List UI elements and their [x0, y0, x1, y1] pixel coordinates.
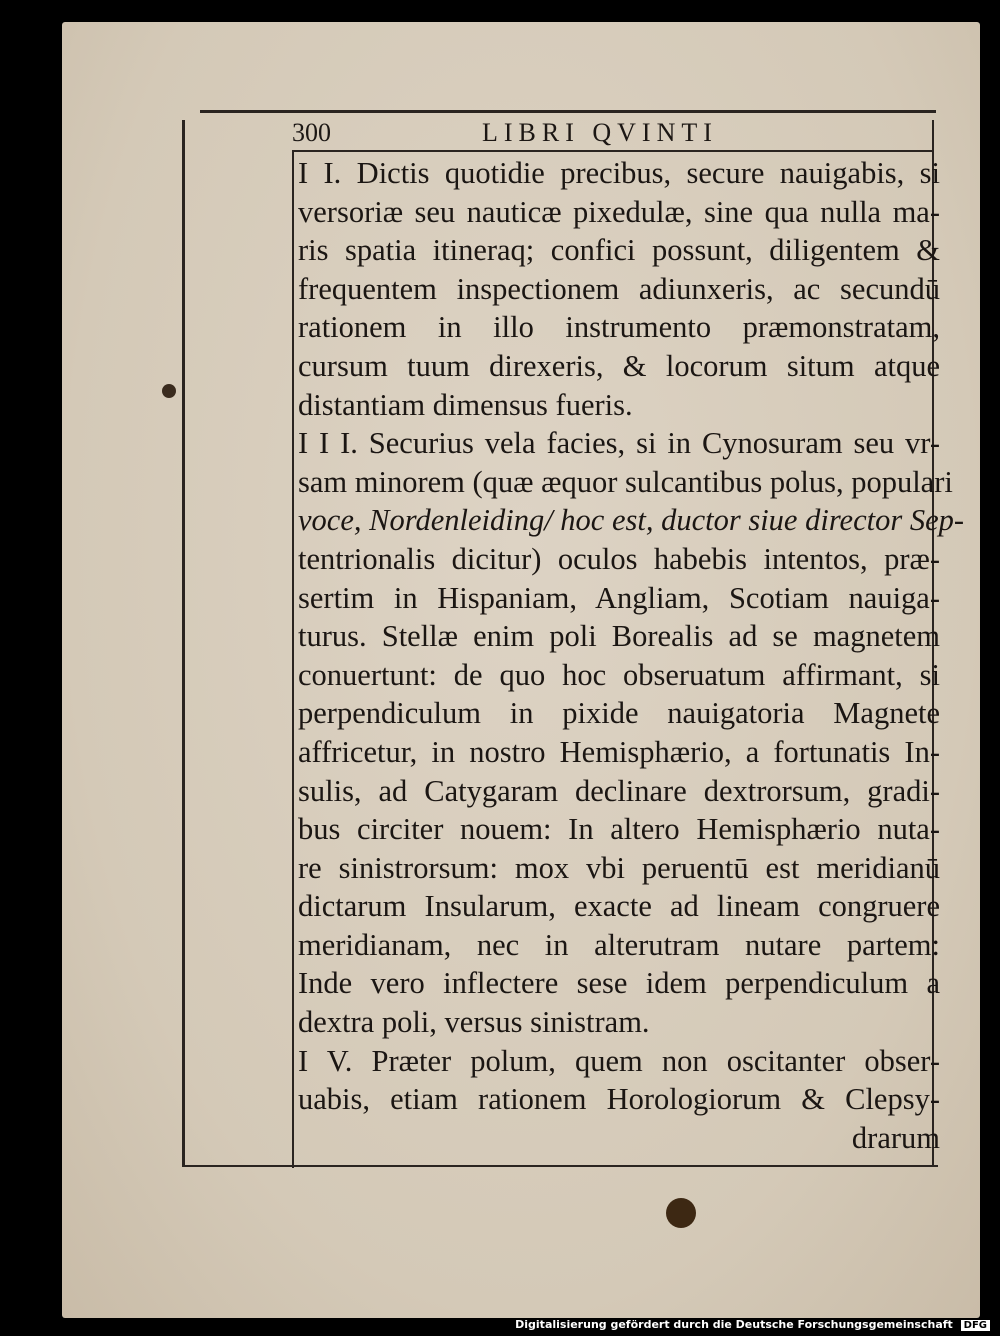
text-line: I I. Dictis quotidie precibus, secure nauigabis, si	[298, 156, 940, 190]
footer-text: Digitalisierung gefördert durch die Deutsche Forschungsgemeinschaft	[515, 1318, 953, 1331]
text-line: ris spatia itineraq; confici possunt, diligentem &	[298, 233, 940, 268]
text-line: affricetur, in nostro Hemisphærio, a fortunatis In-	[298, 734, 940, 769]
text-line: versoriæ seu nauticæ pixedulæ, sine qua nulla ma-	[298, 194, 940, 229]
dfg-logo: DFG	[961, 1320, 990, 1331]
text-line: sam minorem (quæ æquor sulcantibus polus, populari	[298, 464, 953, 499]
top-rule	[200, 110, 936, 113]
text-line: turus. Stellæ enim poli Borealis ad se magnetem	[298, 619, 940, 654]
header-rule	[292, 150, 932, 152]
text-line: frequentem inspectionem adiunxeris, ac secundū	[298, 271, 940, 306]
paper-hole	[666, 1198, 696, 1228]
running-head: LIBRI QVINTI	[482, 118, 718, 147]
text-line: re sinistrorsum: mox vbi peruentū est meridianū	[298, 850, 940, 885]
text-line: bus circiter nouem: In altero Hemisphærio nuta-	[298, 812, 940, 847]
text-line: Inde vero inflectere sese idem perpendiculum a	[298, 966, 940, 1001]
digitization-footer	[515, 1318, 990, 1334]
page-header	[292, 116, 932, 150]
left-margin-rule	[182, 120, 185, 1165]
inner-text-rule	[292, 150, 294, 1168]
bottom-rule	[182, 1165, 938, 1167]
text-line: I V. Præter polum, quem non oscitanter obser-	[298, 1043, 940, 1078]
text-line: uabis, etiam rationem Horologiorum & Clepsy-	[298, 1082, 940, 1117]
page-number: 300	[292, 118, 331, 147]
text-line: perpendiculum in pixide nauigatoria Magnete	[298, 696, 940, 731]
text-line: voce, Nordenleiding/ hoc est, ductor siue director Sep-	[298, 503, 965, 538]
text-line: cursum tuum direxeris, & locorum situm atque	[298, 348, 940, 383]
text-line: sulis, ad Catygaram declinare dextrorsum, gradi-	[298, 773, 940, 808]
text-line: I I I. Securius vela facies, si in Cynosuram seu vr-	[298, 426, 940, 461]
text-line: sertim in Hispaniam, Angliam, Scotiam nauiga-	[298, 580, 940, 615]
binding-hole	[162, 384, 176, 398]
text-line: tentrionalis dicitur) oculos habebis intentos, præ-	[298, 541, 940, 576]
text-line: dextra poli, versus sinistram.	[298, 1005, 650, 1040]
text-line: conuertunt: de quo hoc obseruatum affirmant, si	[298, 657, 940, 692]
text-line: dictarum Insularum, exacte ad lineam congruere	[298, 889, 940, 924]
text-line: rationem in illo instrumento præmonstratam,	[298, 310, 940, 345]
text-line: meridianam, nec in alterutram nutare partem:	[298, 927, 940, 962]
text-line: distantiam dimensus fueris.	[298, 387, 633, 422]
catchword: drarum	[851, 1120, 940, 1155]
body-text	[298, 154, 965, 1157]
